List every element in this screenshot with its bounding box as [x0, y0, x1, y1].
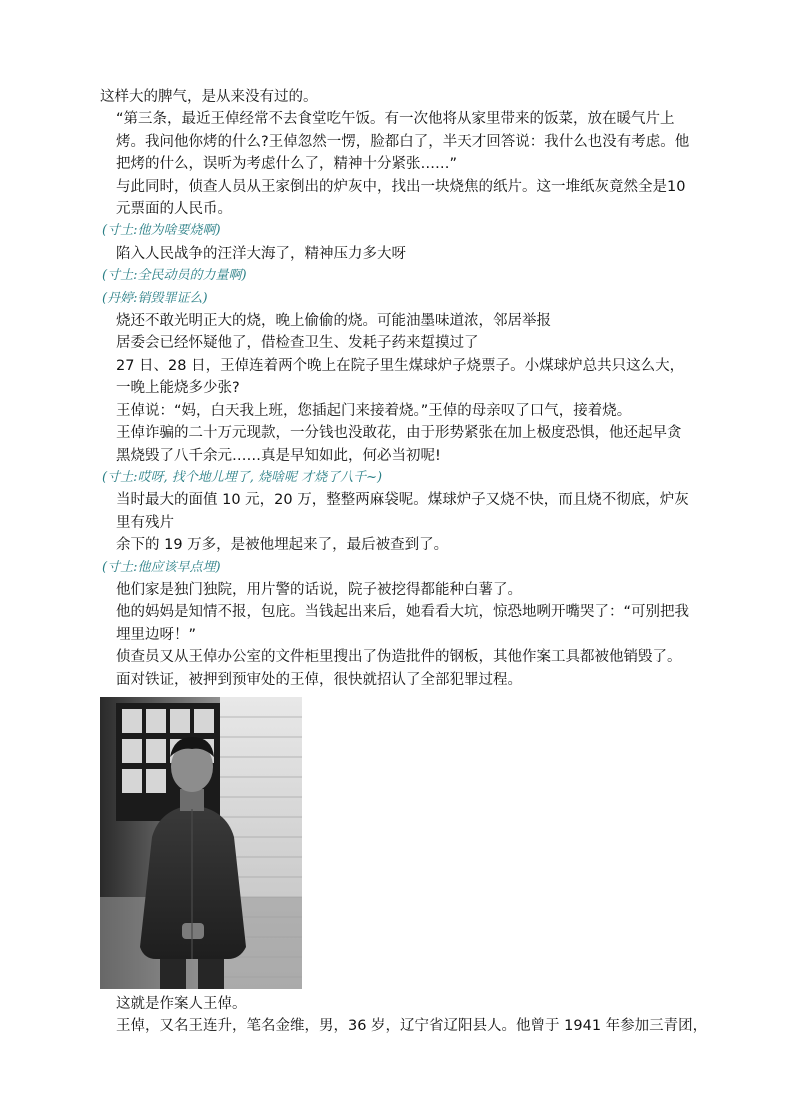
paragraph: 当时最大的面值 10 元，20 万，整整两麻袋呢。煤球炉子又烧不快，而且烧不彻底，炉灰里有残片 — [116, 492, 689, 531]
photo-caption: 这就是作案人王倬。 — [116, 995, 247, 1012]
paragraph: 余下的 19 万多，是被他埋起来了，最后被查到了。 — [116, 537, 449, 554]
paragraph: 侦查员又从王倬办公室的文件柜里搜出了伪造批件的钢板，其他作案工具都被他销毁了。 — [116, 649, 682, 666]
suspect-photo — [100, 697, 302, 989]
comment-note: (寸土:哎呀, 找个地儿埋了, 烧啥呢 才烧了八千~) — [102, 469, 383, 485]
comment-note: (寸土:全民动员的力量啊) — [102, 268, 247, 284]
comment-note: (寸土:他应该早点埋) — [102, 559, 221, 575]
document-body — [100, 86, 708, 1038]
paragraph: 王倬诈骗的二十万元现款，一分钱也没敢花，由于形势紧张在加上极度恐惧，他还起早贪黑烧毁了八千余元……真是早知如此，何必当初呢! — [116, 425, 682, 464]
paragraph: 烧还不敢光明正大的烧，晚上偷偷的烧。可能油墨味道浓，邻居举报 — [116, 313, 551, 330]
paragraph: 27 日、28 日，王倬连着两个晚上在院子里生煤球炉子烧票子。小煤球炉总共只这么大，一晚上能烧多少张? — [116, 357, 685, 397]
paragraph: 这样大的脾气，是从来没有过的。 — [100, 89, 318, 105]
paragraph: 面对铁证，被押到预审处的王倬，很快就招认了全部犯罪过程。 — [116, 671, 522, 688]
paragraph: 王倬说：“妈，白天我上班，您插起门来接着烧。”王倬的母亲叹了口气，接着烧。 — [116, 402, 632, 419]
paragraph: 与此同时，侦查人员从王家倒出的炉灰中，找出一块烧焦的纸片。这一堆纸灰竟然全是10 元票面的人民币。 — [116, 178, 686, 218]
paragraph: “第三条，最近王倬经常不去食堂吃午饭。有一次他将从家里带来的饭菜，放在暖气片上烤。我问他你烤的什么?王倬忽然一愣，脸都白了，半天才回答说：我什么也没有考虑。他把烤的什么，误听为考虑什么了，精神十分紧张……” — [116, 111, 690, 173]
paragraph: 他们家是独门独院，用片警的话说，院子被挖得都能种白薯了。 — [116, 581, 522, 598]
paragraph: 王倬，又名王连升，笔名金维，男，36 岁，辽宁省辽阳县人。他曾于 1941 年参加三青团， — [116, 1018, 708, 1035]
paragraph: 他的妈妈是知情不报，包庇。当钱起出来后，她看看大坑，惊恐地咧开嘴哭了：“可别把我埋里边呀！” — [116, 604, 690, 643]
comment-note: (寸土:他为啥要烧啊) — [102, 223, 221, 239]
paragraph: 陷入人民战争的汪洋大海了，精神压力多大呀 — [116, 245, 406, 262]
paragraph: 居委会已经怀疑他了，借检查卫生、发耗子药来踅摸过了 — [116, 335, 479, 352]
comment-note: (丹婷:销毁罪证么) — [102, 290, 208, 306]
